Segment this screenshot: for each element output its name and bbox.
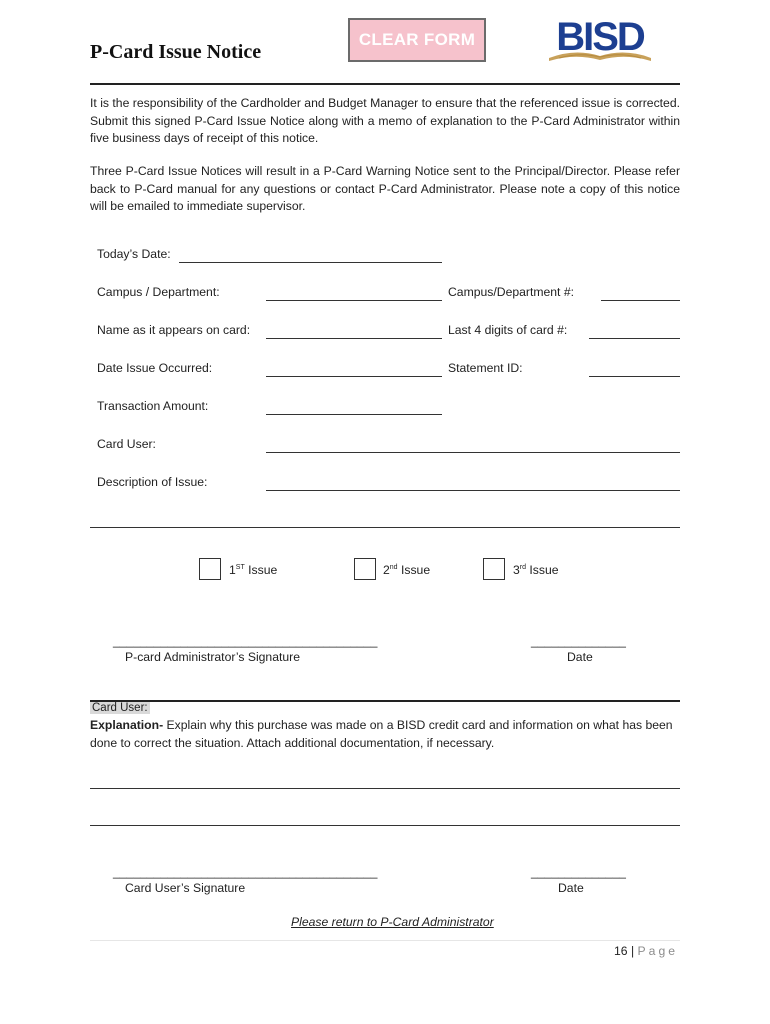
third-issue-label: 3rd Issue bbox=[513, 563, 559, 577]
second-issue-checkbox[interactable] bbox=[354, 558, 376, 580]
card-user-rule bbox=[90, 700, 680, 702]
third-issue-checkbox[interactable] bbox=[483, 558, 505, 580]
svg-text:BISD: BISD bbox=[556, 15, 644, 59]
admin-date-label: Date bbox=[567, 650, 593, 664]
clear-form-button[interactable]: CLEAR FORM bbox=[348, 18, 486, 62]
admin-signature-label: P-card Administrator’s Signature bbox=[125, 650, 300, 664]
name-on-card-field[interactable] bbox=[266, 338, 442, 339]
campus-department-num-field[interactable] bbox=[601, 300, 680, 301]
transaction-amount-label: Transaction Amount: bbox=[97, 399, 209, 413]
bisd-logo bbox=[545, 14, 655, 64]
intro-paragraph-1: It is the responsibility of the Cardholder and Budget Manager to ensure that the referenced issue is corrected. Submit this signed P-Card Issue Notice along with a memo of explanation to the P-Card Administrator within five business days of receipt of this notice. bbox=[90, 96, 680, 145]
card-user-section-tag: Card User: bbox=[92, 702, 148, 714]
user-date-label: Date bbox=[558, 881, 584, 895]
description-field[interactable] bbox=[266, 490, 680, 491]
campus-department-label: Campus / Department: bbox=[97, 285, 220, 299]
explanation-heading: Explanation- bbox=[90, 718, 164, 732]
first-issue-label: 1ST Issue bbox=[229, 563, 278, 577]
return-note: Please return to P-Card Administrator bbox=[291, 915, 494, 929]
explanation-paragraph: Explanation- Explain why this purchase was made on a BISD credit card and information on what has been done to correct the situation. Attach additional documentation, if necessary. bbox=[90, 718, 673, 750]
name-on-card-label: Name as it appears on card: bbox=[97, 323, 251, 337]
section-divider bbox=[90, 527, 680, 528]
explanation-line-1[interactable] bbox=[90, 788, 680, 789]
date-issue-label: Date Issue Occurred: bbox=[97, 361, 213, 375]
second-issue-label: 2nd Issue bbox=[383, 563, 431, 577]
statement-id-label: Statement ID: bbox=[448, 361, 523, 375]
statement-id-field[interactable] bbox=[589, 376, 680, 377]
admin-date-line[interactable]: ______________ bbox=[531, 634, 626, 648]
explanation-line-2[interactable] bbox=[90, 825, 680, 826]
date-issue-field[interactable] bbox=[266, 376, 442, 377]
todays-date-field[interactable] bbox=[179, 262, 442, 263]
first-issue-checkbox[interactable] bbox=[199, 558, 221, 580]
campus-department-field[interactable] bbox=[266, 300, 442, 301]
transaction-amount-field[interactable] bbox=[266, 414, 442, 415]
page-number: 16 | Page bbox=[614, 944, 678, 958]
todays-date-label: Today’s Date: bbox=[97, 247, 171, 261]
user-signature-label: Card User’s Signature bbox=[125, 881, 246, 895]
intro-paragraph-2: Three P-Card Issue Notices will result in a P-Card Warning Notice sent to the Principal/Director. Please refer back to P-Card manual for any questions or contact P-Card Administrator. Please note a copy of this notice will be emailed to immediate supervisor. bbox=[90, 164, 680, 213]
campus-department-num-label: Campus/Department #: bbox=[448, 285, 574, 299]
card-user-field[interactable] bbox=[266, 452, 680, 453]
description-label: Description of Issue: bbox=[97, 475, 208, 489]
page-title: P-Card Issue Notice bbox=[90, 41, 262, 63]
last4-field[interactable] bbox=[589, 338, 680, 339]
user-date-line[interactable]: ______________ bbox=[531, 865, 626, 879]
header-rule bbox=[90, 83, 680, 85]
card-user-label: Card User: bbox=[97, 437, 156, 451]
user-signature-line[interactable]: _______________________________________ bbox=[113, 865, 378, 879]
last4-label: Last 4 digits of card #: bbox=[448, 323, 568, 337]
footer-rule bbox=[90, 940, 680, 941]
admin-signature-line[interactable]: _______________________________________ bbox=[113, 634, 378, 648]
